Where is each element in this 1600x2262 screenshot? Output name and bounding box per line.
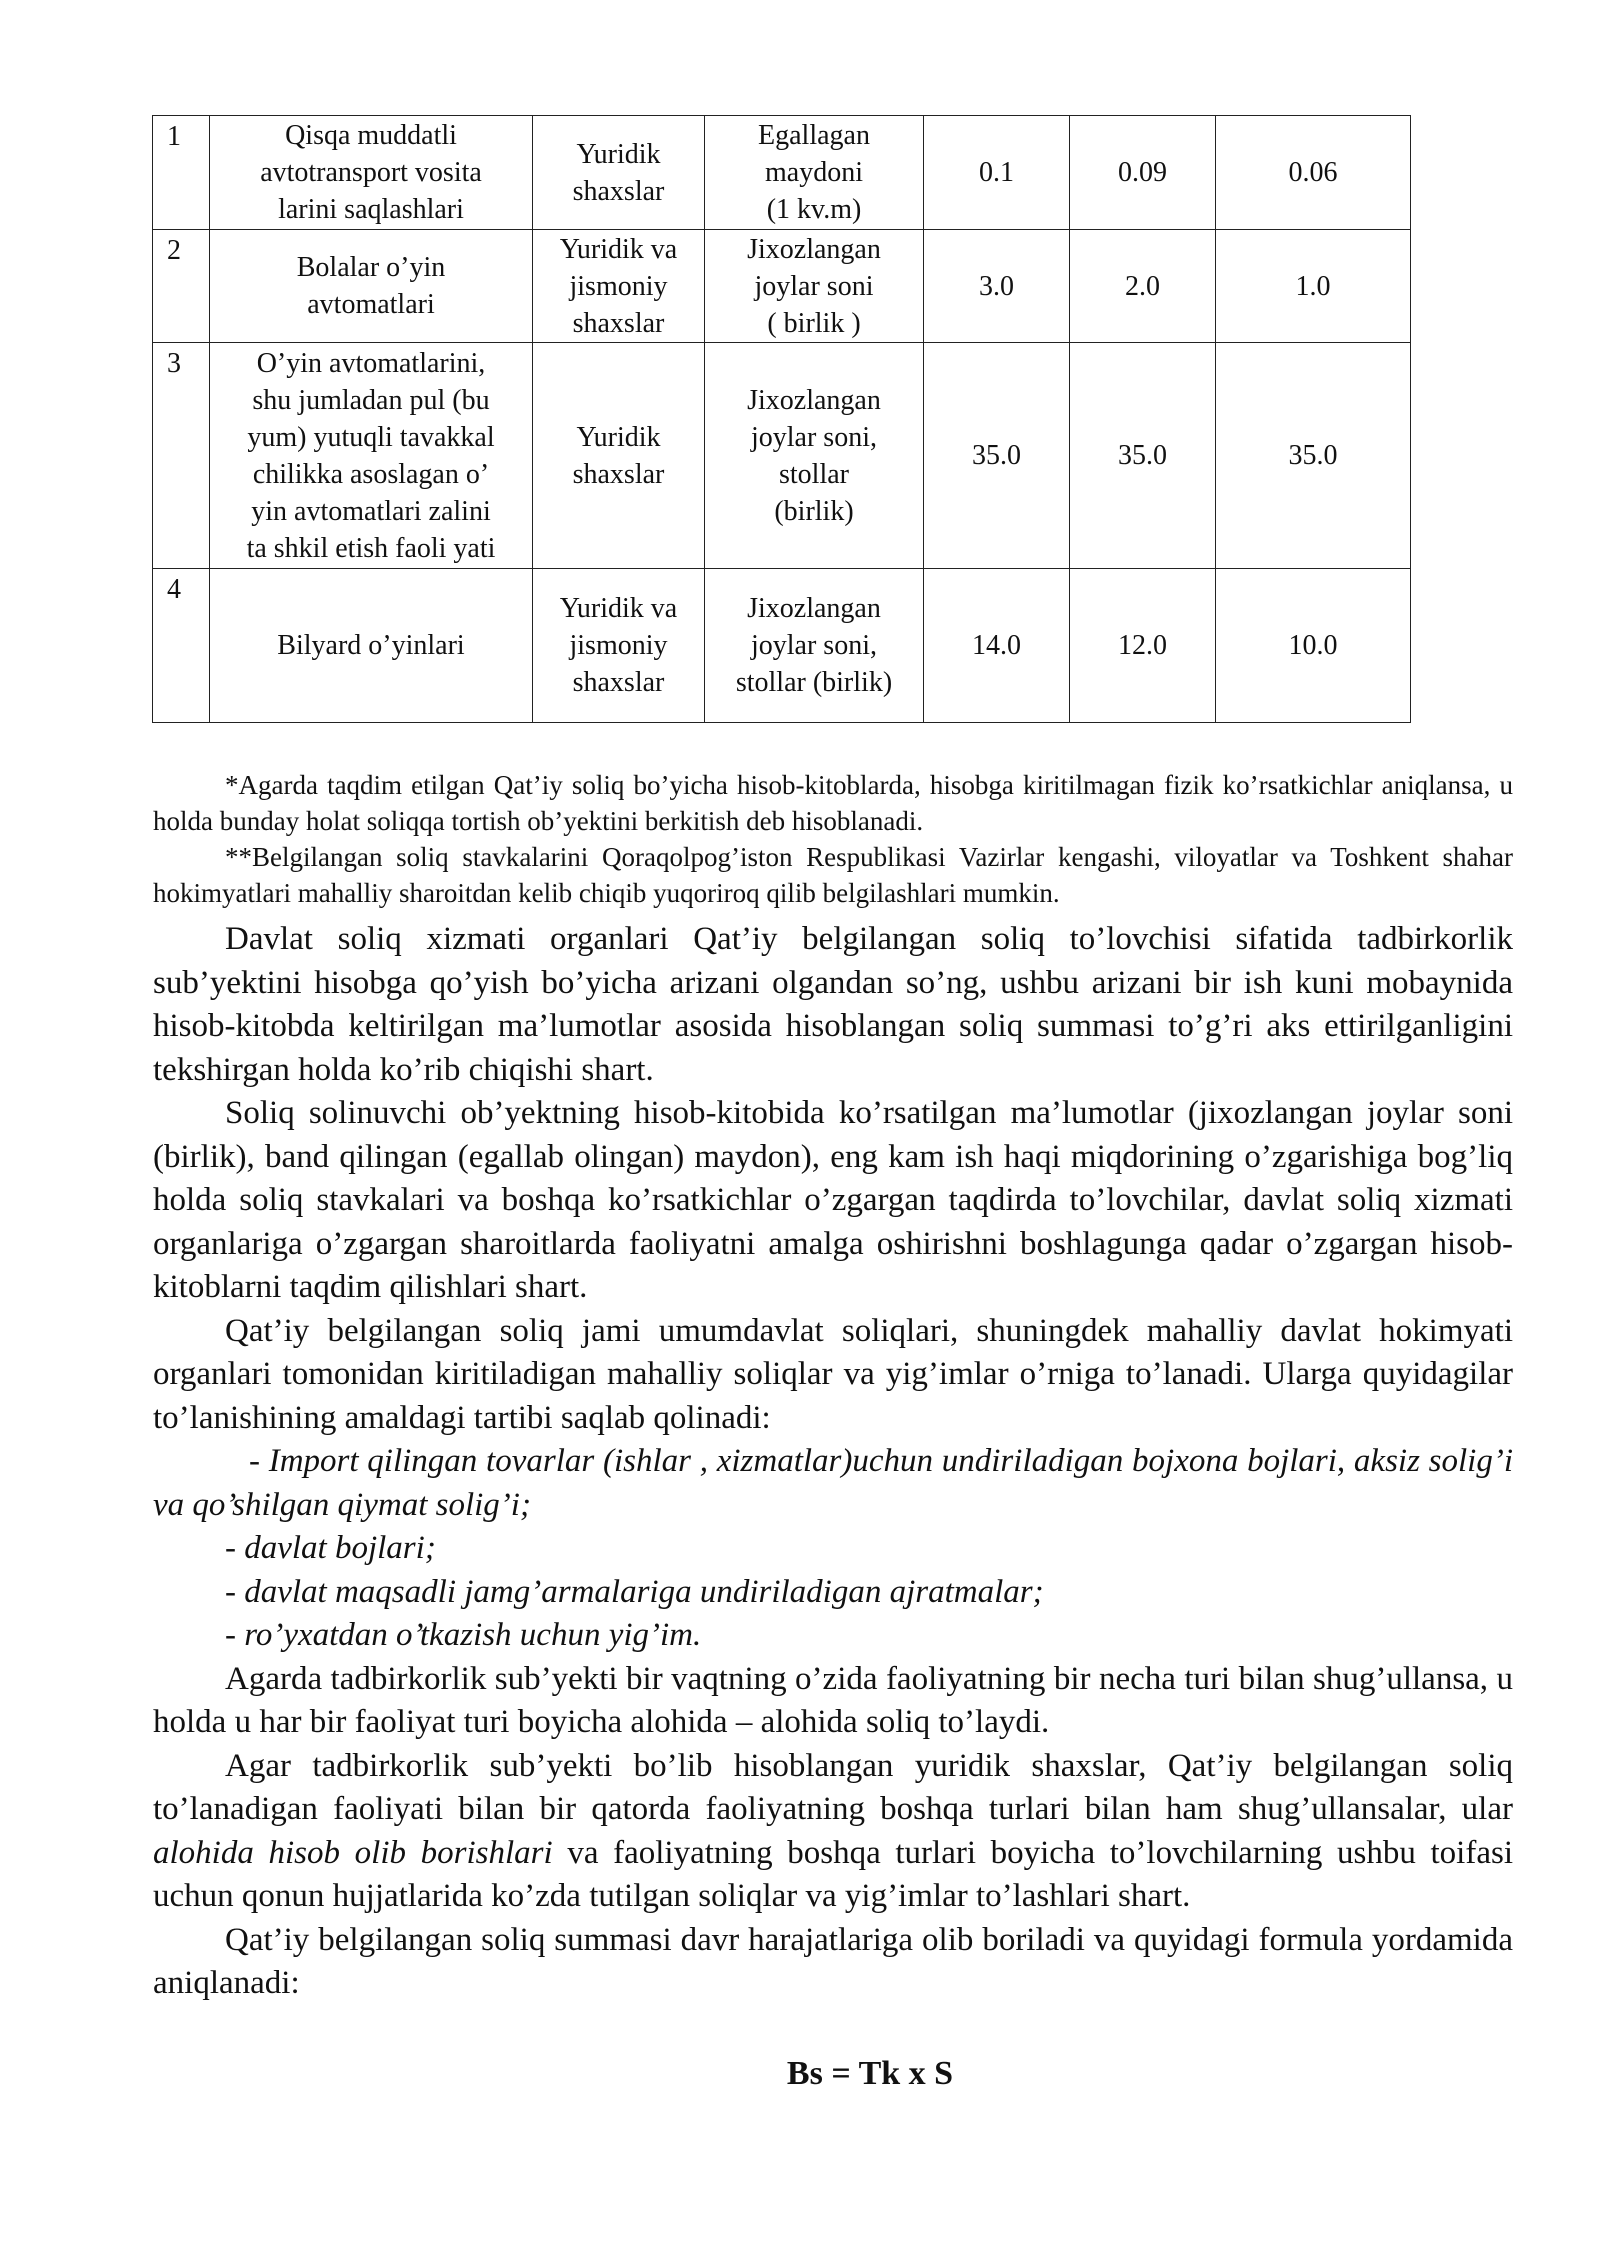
rate-cell: 0.09 [1070, 116, 1216, 230]
payers-cell [533, 230, 705, 343]
activity-cell-line: O’yin avtomatlarini, [256, 347, 486, 379]
indicator-cell [705, 569, 924, 723]
rate-cell: 35.0 [1216, 343, 1411, 569]
activity-cell-line: Qisqa muddatli [285, 120, 457, 151]
indicator-cell-line: joylar soni, [751, 630, 877, 661]
rate-cell: 1.0 [1216, 230, 1411, 343]
row-number: 2 [153, 230, 210, 343]
paragraph-5-emphasis: alohida hisob olib borishlari [153, 1834, 553, 1871]
indicator-cell-line: stollar (birlik) [735, 667, 893, 698]
payers-cell-line: jismoniy [569, 270, 668, 302]
rate-cell: 3.0 [924, 230, 1070, 343]
tax-rates-table [152, 115, 1411, 723]
rate-cell: 2.0 [1070, 230, 1216, 343]
rate-cell: 14.0 [924, 569, 1070, 723]
table-row [153, 116, 1411, 230]
paragraph-6: Qat’iy belgilangan soliq summasi davr harajatlariga olib boriladi va quyidagi formula yordamida aniqlanadi: [153, 1921, 1513, 2001]
indicator-cell [705, 343, 924, 569]
payers-cell-line: Yuridik [576, 421, 661, 453]
payers-cell-line: jismoniy [569, 630, 668, 661]
rate-cell: 0.06 [1216, 116, 1411, 230]
activity-cell-line: chilikka asoslagan o’ [252, 458, 490, 490]
payers-cell-line: Yuridik va [559, 233, 678, 265]
payers-cell [533, 116, 705, 230]
footnotes [153, 767, 1513, 911]
indicator-cell-line: ( birlik ) [767, 307, 861, 339]
activity-cell-line: Bilyard o’yinlari [277, 630, 465, 661]
list-item: - Import qilingan tovarlar (ishlar , xizmatlar)uchun undiriladigan bojxona bojlari, aksiz solig’i va qo’shilgan qiymat solig’i; [153, 1443, 1513, 1523]
table-row [153, 569, 1411, 723]
activity-cell-line: larini saqlashlari [278, 194, 464, 225]
indicator-cell-line: Jixozlangan [747, 233, 881, 265]
footnote-2: **Belgilangan soliq stavkalarini Qoraqolpog’iston Respublikasi Vazirlar kengashi, viloyatlar va Toshkent shahar hokimyatlari mahalliy sharoitdan kelib chiqib yuqoriroq qilib belgilashlari mumkin. [153, 842, 1513, 908]
table-row [153, 230, 1411, 343]
activity-cell [210, 343, 533, 569]
indicator-cell [705, 116, 924, 230]
activity-cell [210, 116, 533, 230]
paragraph-2: Soliq solinuvchi ob’yektning hisob-kitobida ko’rsatilgan ma’lumotlar (jixozlangan joylar soni (birlik), band qilingan (egallab olingan) maydon), eng kam ish haqi miqdorining o’zgarishiga bog’liq holda soliq stavkalari va boshqa ko’rsatkichlar o’zgargan taqdirda to’lovchilar, davlat soliq xizmati organlariga o’zgargan sharoitlarda faoliyatni amalga oshirishni boshlagunga qadar o’zgargan hisob-kitoblarni taqdim qilishlari shart. [153, 1095, 1513, 1305]
row-number: 1 [153, 116, 210, 230]
paragraph-4: Agarda tadbirkorlik sub’yekti bir vaqtning o’zida faoliyatning bir necha turi bilan shug’ullansa, u holda u har bir faoliyat turi boyicha alohida – alohida soliq to’laydi. [153, 1660, 1513, 1740]
footnote-1: *Agarda taqdim etilgan Qat’iy soliq bo’yicha hisob-kitoblarda, hisobga kiritilmagan fizik ko’rsatkichlar aniqlansa, u holda bunday holat soliqqa tortish ob’yektini berkitish deb hisoblanadi. [153, 770, 1513, 836]
activity-cell-line: shu jumladan pul (bu [252, 384, 490, 416]
indicator-cell-line: joylar soni [754, 270, 874, 302]
indicator-cell-line: joylar soni, [751, 421, 877, 453]
indicator-cell-line: Jixozlangan [747, 384, 881, 416]
formula: Bs = Tk x S [786, 2055, 954, 2092]
payers-cell-line: shaxslar [572, 667, 665, 698]
rate-cell: 10.0 [1216, 569, 1411, 723]
rate-cell: 35.0 [924, 343, 1070, 569]
paragraph-3: Qat’iy belgilangan soliq jami umumdavlat soliqlari, shuningdek mahalliy davlat hokimyati organlari tomonidan kiritiladigan mahalliy soliqlar va yig’imlar o’rniga to’lanadi. Ularga quyidagilar to’lanishining amaldagi tartibi saqlab qolinadi: [153, 1312, 1513, 1436]
indicator-cell-line: stollar [779, 458, 849, 490]
payers-cell-line: shaxslar [572, 175, 665, 207]
activity-cell-line: avtotransport vosita [260, 157, 482, 188]
indicator-cell-line: (birlik) [774, 495, 854, 527]
list-item: - davlat bojlari; [225, 1530, 436, 1566]
payers-cell-line: shaxslar [572, 458, 665, 490]
indicator-cell-line: (1 kv.m) [766, 194, 862, 225]
table-row [153, 343, 1411, 569]
indicator-cell-line: maydoni [765, 157, 863, 188]
activity-cell-line: ta shkil etish faoli yati [246, 532, 496, 564]
paragraph-1: Davlat soliq xizmati organlari Qat’iy belgilangan soliq to’lovchisi sifatida tadbirkorlik sub’yektini hisobga qo’yish bo’yicha arizani olgandan so’ng, ushbu arizani bir ish kuni mobaynida hisob-kitobda keltirilgan ma’lumotlar asosida hisoblangan soliq summasi to’g’ri aks ettirilganligini tekshirgan holda ko’rib chiqishi shart. [153, 921, 1513, 1088]
paragraph-5-text: Agar tadbirkorlik sub’yekti bo’lib hisoblangan yuridik shaxslar, Qat’iy belgilangan soliq to’lanadigan faoliyati bilan bir qatorda faoliyatning boshqa turlari bilan ham shug’ullansalar, ular [153, 1747, 1513, 1827]
list-item: - ro’yxatdan o’tkazish uchun yig’im. [225, 1617, 702, 1653]
indicator-cell-line: Egallagan [758, 120, 870, 151]
body-text [153, 918, 1513, 2006]
activity-cell [210, 230, 533, 343]
rate-cell: 12.0 [1070, 569, 1216, 723]
rate-cell: 0.1 [924, 116, 1070, 230]
rate-cell: 35.0 [1070, 343, 1216, 569]
payers-cell [533, 569, 705, 723]
activity-cell-line: Bolalar o’yin [296, 252, 446, 283]
payers-cell [533, 343, 705, 569]
activity-cell-line: avtomatlari [307, 289, 435, 320]
paragraph-5-text-end: va faoliyatning boshqa turlari boyicha to’lovchilarning ushbu toifasi uchun qonun hujjatlarida ko’zda tutilgan soliqlar va yig’imlar to’lashlari shart. [153, 1834, 1513, 1914]
payers-cell-line: Yuridik [576, 138, 661, 170]
paragraph-5 [153, 1745, 1513, 1919]
payers-cell-line: shaxslar [572, 307, 665, 339]
indicator-cell [705, 230, 924, 343]
list-item: - davlat maqsadli jamg’armalariga undiriladigan ajratmalar; [225, 1573, 1044, 1610]
activity-cell [210, 569, 533, 723]
payers-cell-line: Yuridik va [559, 593, 678, 624]
row-number: 3 [153, 343, 210, 569]
activity-cell-line: yin avtomatlari zalini [251, 495, 491, 527]
activity-cell-line: yum) yutuqli tavakkal [247, 421, 495, 453]
row-number: 4 [153, 569, 210, 723]
indicator-cell-line: Jixozlangan [747, 593, 881, 624]
